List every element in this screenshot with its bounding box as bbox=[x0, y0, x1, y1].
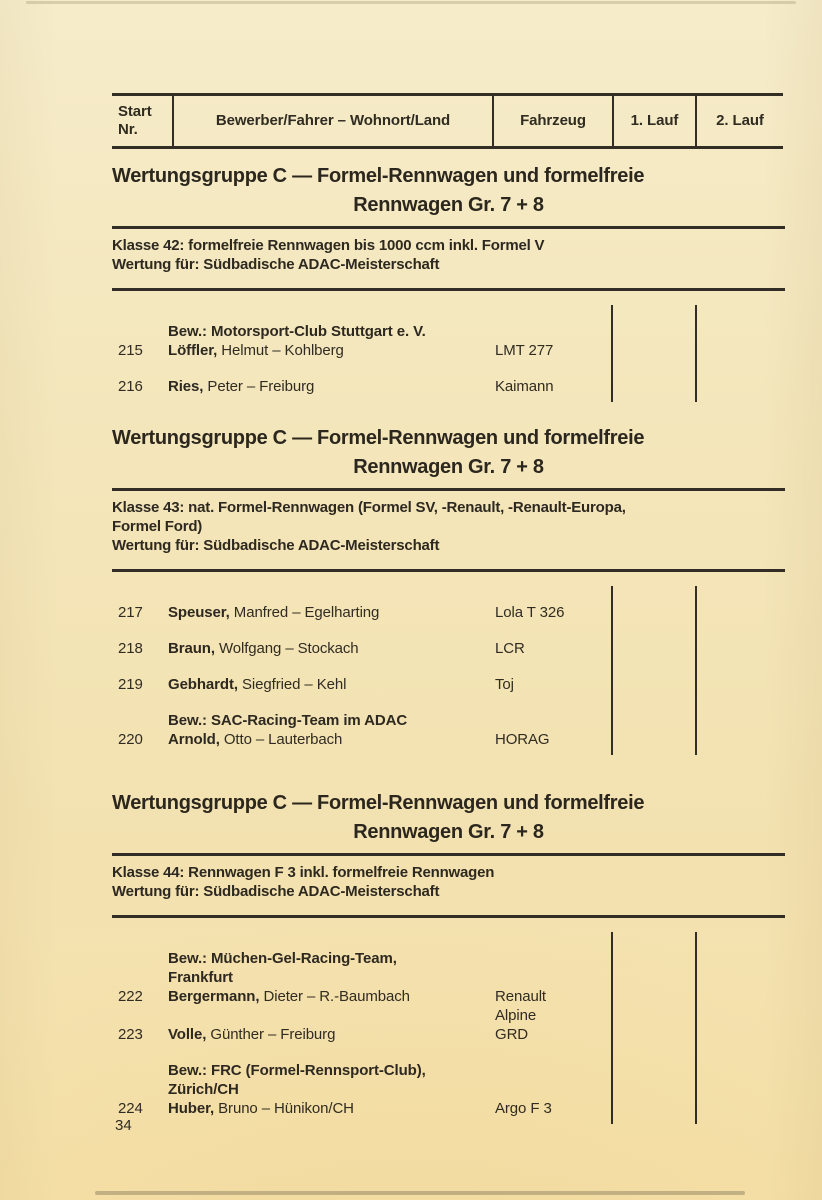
vehicle-line: Toj bbox=[495, 676, 514, 693]
vehicle-name bbox=[495, 639, 611, 658]
group-heading-line2: Rennwagen Gr. 7 + 8 bbox=[353, 194, 544, 216]
divider-rule bbox=[112, 853, 785, 856]
scan-edge-top bbox=[26, 1, 796, 4]
entrant-name: Frankfurt bbox=[168, 969, 233, 986]
entry-table-header bbox=[112, 93, 783, 149]
driver-name bbox=[168, 377, 495, 396]
start-label-line1: Start bbox=[118, 103, 152, 120]
lauf2-column-line bbox=[695, 586, 697, 755]
driver-surname: Bergermann, bbox=[168, 988, 260, 1005]
vehicle-line: LCR bbox=[495, 640, 525, 657]
entry-row bbox=[112, 1025, 785, 1044]
column-header-start-nr bbox=[112, 96, 172, 146]
section-klasse-43 bbox=[112, 424, 785, 757]
entrant-line bbox=[168, 1061, 785, 1099]
driver-firstname-town: Bruno – Hünikon/CH bbox=[214, 1100, 354, 1117]
vehicle-line: Lola T 326 bbox=[495, 604, 565, 621]
vehicle-name bbox=[495, 987, 611, 1025]
vehicle-line: HORAG bbox=[495, 731, 550, 748]
scan-edge-bottom bbox=[95, 1191, 745, 1195]
driver-name bbox=[168, 730, 495, 749]
entrant-name: Bew.: SAC-Racing-Team im ADAC bbox=[168, 712, 408, 729]
vehicle-line: Renault bbox=[495, 988, 547, 1005]
vehicle-name bbox=[495, 377, 611, 396]
entry-list bbox=[112, 918, 785, 1126]
group-heading bbox=[112, 789, 785, 847]
start-number: 220 bbox=[118, 731, 143, 748]
divider-rule bbox=[112, 488, 785, 491]
group-heading-line1: Wertungsgruppe C — Formel-Rennwagen und formelfreie bbox=[112, 792, 645, 814]
driver-name bbox=[168, 603, 495, 622]
driver-firstname-town: Günther – Freiburg bbox=[206, 1026, 336, 1043]
class-info bbox=[112, 498, 785, 555]
group-heading bbox=[112, 424, 785, 482]
entry-row bbox=[112, 987, 785, 1025]
entrant-name: Bew.: FRC (Formel-Rennsport-Club), bbox=[168, 1062, 426, 1079]
entrant-line bbox=[168, 322, 785, 341]
entrant-name: Bew.: Müchen-Gel-Racing-Team, bbox=[168, 950, 397, 967]
driver-firstname-town: Siegfried – Kehl bbox=[237, 676, 347, 693]
driver-surname: Braun, bbox=[168, 640, 215, 657]
divider-rule bbox=[112, 226, 785, 229]
entry-list bbox=[112, 291, 785, 404]
entry-row bbox=[112, 377, 785, 396]
driver-surname: Ries, bbox=[168, 378, 204, 395]
driver-surname: Huber, bbox=[168, 1100, 215, 1117]
class-title: Klasse 42: formelfreie Rennwagen bis 1000 ccm inkl. Formel V bbox=[112, 237, 545, 254]
vehicle-line: GRD bbox=[495, 1026, 529, 1043]
driver-name bbox=[168, 675, 495, 694]
start-number: 217 bbox=[118, 604, 143, 621]
column-header-fahrzeug: Fahrzeug bbox=[492, 96, 612, 146]
driver-surname: Volle, bbox=[168, 1026, 207, 1043]
start-number: 219 bbox=[118, 676, 143, 693]
entrant-line bbox=[168, 711, 785, 730]
driver-firstname-town: Manfred – Egelharting bbox=[229, 604, 380, 621]
driver-name bbox=[168, 1099, 495, 1118]
vehicle-name bbox=[495, 1099, 611, 1118]
vehicle-name bbox=[495, 730, 611, 749]
start-number: 215 bbox=[118, 342, 143, 359]
driver-name bbox=[168, 341, 495, 360]
vehicle-line: LMT 277 bbox=[495, 342, 554, 359]
section-klasse-42 bbox=[112, 162, 785, 404]
class-scoring: Wertung für: Südbadische ADAC-Meisterschaft bbox=[112, 883, 440, 900]
vehicle-name bbox=[495, 1025, 611, 1044]
vehicle-line: Argo F 3 bbox=[495, 1100, 552, 1117]
vehicle-line: Kaimann bbox=[495, 378, 554, 395]
class-info bbox=[112, 863, 785, 901]
vehicle-name bbox=[495, 341, 611, 360]
entry-row bbox=[112, 639, 785, 658]
start-number: 223 bbox=[118, 1026, 143, 1043]
driver-firstname-town: Dieter – R.-Baumbach bbox=[259, 988, 410, 1005]
group-heading-line1: Wertungsgruppe C — Formel-Rennwagen und formelfreie bbox=[112, 427, 645, 449]
entry-row bbox=[112, 603, 785, 622]
vehicle-name bbox=[495, 603, 611, 622]
entry-row bbox=[112, 730, 785, 749]
section-klasse-44 bbox=[112, 789, 785, 1126]
lauf2-column-line bbox=[695, 932, 697, 1124]
entry-row bbox=[112, 341, 785, 360]
column-header-lauf2: 2. Lauf bbox=[695, 96, 783, 146]
driver-surname: Löffler, bbox=[168, 342, 218, 359]
group-heading-line1: Wertungsgruppe C — Formel-Rennwagen und formelfreie bbox=[112, 165, 645, 187]
entrant-name: Bew.: Motorsport-Club Stuttgart e. V. bbox=[168, 323, 426, 340]
start-number: 224 bbox=[118, 1100, 143, 1117]
class-info bbox=[112, 236, 785, 274]
driver-firstname-town: Helmut – Kohlberg bbox=[217, 342, 344, 359]
driver-firstname-town: Peter – Freiburg bbox=[203, 378, 315, 395]
entry-row bbox=[112, 675, 785, 694]
column-header-bewerber: Bewerber/Fahrer – Wohnort/Land bbox=[172, 96, 492, 146]
lauf1-column-line bbox=[611, 586, 613, 755]
entry-row bbox=[112, 1099, 785, 1118]
start-number: 216 bbox=[118, 378, 143, 395]
class-title: Klasse 43: nat. Formel-Rennwagen (Formel SV, -Renault, -Renault-Europa, bbox=[112, 499, 626, 516]
lauf2-column-line bbox=[695, 305, 697, 402]
entrant-line bbox=[168, 949, 785, 987]
start-label-line2: Nr. bbox=[118, 121, 138, 138]
vehicle-name bbox=[495, 675, 611, 694]
entry-list bbox=[112, 572, 785, 757]
start-number: 222 bbox=[118, 988, 143, 1005]
class-scoring: Wertung für: Südbadische ADAC-Meisterschaft bbox=[112, 256, 440, 273]
group-heading bbox=[112, 162, 785, 220]
driver-name bbox=[168, 987, 495, 1025]
page-number: 34 bbox=[115, 1117, 132, 1134]
driver-firstname-town: Otto – Lauterbach bbox=[219, 731, 343, 748]
column-header-lauf1: 1. Lauf bbox=[612, 96, 695, 146]
driver-surname: Speuser, bbox=[168, 604, 230, 621]
class-scoring: Wertung für: Südbadische ADAC-Meisterschaft bbox=[112, 537, 440, 554]
driver-firstname-town: Wolfgang – Stockach bbox=[214, 640, 359, 657]
vehicle-line: Alpine bbox=[495, 1007, 537, 1024]
lauf1-column-line bbox=[611, 305, 613, 402]
driver-surname: Arnold, bbox=[168, 731, 220, 748]
driver-name bbox=[168, 639, 495, 658]
class-title: Klasse 44: Rennwagen F 3 inkl. formelfreie Rennwagen bbox=[112, 864, 495, 881]
start-number: 218 bbox=[118, 640, 143, 657]
class-title-line2: Formel Ford) bbox=[112, 518, 203, 535]
driver-name bbox=[168, 1025, 495, 1044]
lauf1-column-line bbox=[611, 932, 613, 1124]
driver-surname: Gebhardt, bbox=[168, 676, 238, 693]
entrant-name: Zürich/CH bbox=[168, 1081, 239, 1098]
group-heading-line2: Rennwagen Gr. 7 + 8 bbox=[353, 456, 544, 478]
group-heading-line2: Rennwagen Gr. 7 + 8 bbox=[353, 821, 544, 843]
